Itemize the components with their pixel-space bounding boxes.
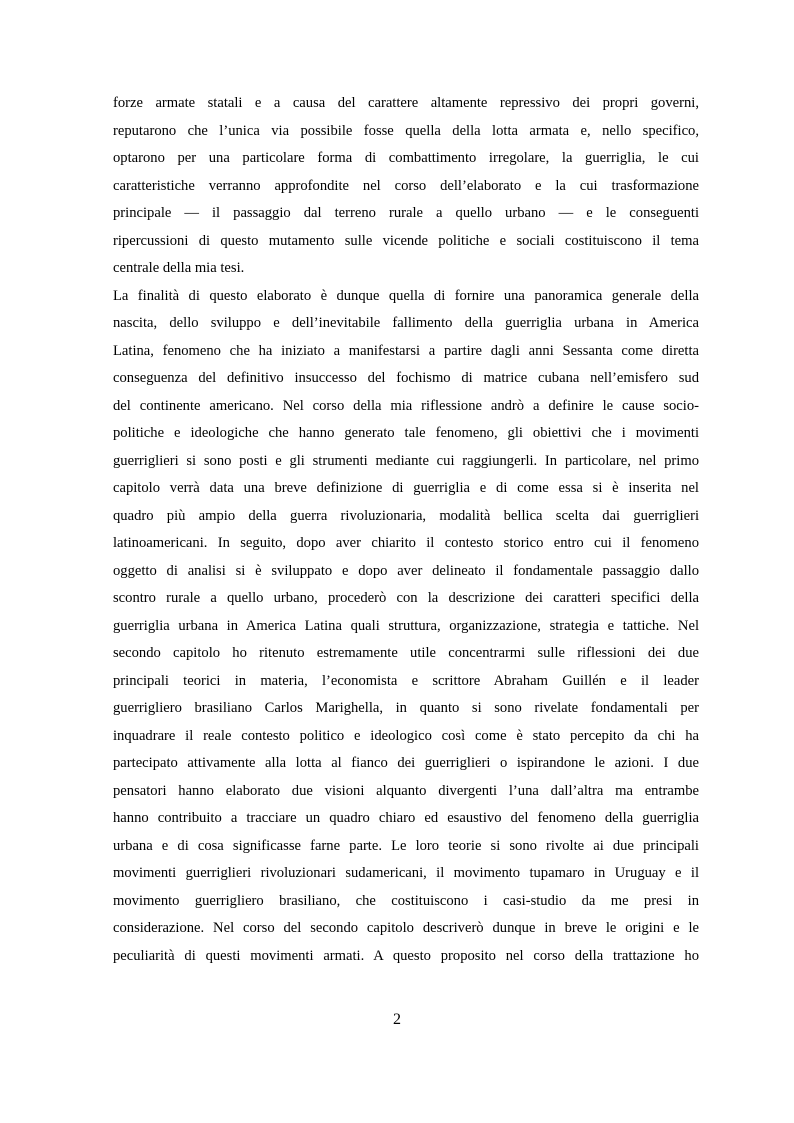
body-text	[113, 90, 699, 970]
text-line: guerrigliero brasiliano Carlos Marighella, in quanto si sono rivelate fondamentali per	[113, 700, 699, 716]
text-line: guerriglia urbana in America Latina quali struttura, organizzazione, strategia e tattiche. Nel	[113, 617, 699, 634]
text-line: reputarono che l’unica via possibile fosse quella della lotta armata e, nello specifico,	[113, 122, 699, 139]
text-line: inquadrare il reale contesto politico e ideologico così come è stato percepito da chi ha	[113, 727, 699, 744]
text-line: quadro più ampio della guerra rivoluzionaria, modalità bellica scelta dai guerriglieri	[113, 507, 699, 524]
text-line: caratteristiche verranno approfondite nel corso dell’elaborato e la cui trasformazione	[113, 177, 699, 194]
text-line: ripercussioni di questo mutamento sulle vicende politiche e sociali costituiscono il tema	[113, 232, 699, 249]
text-line: hanno contribuito a tracciare un quadro chiaro ed esaustivo del fenomeno della guerriglia	[113, 810, 699, 826]
text-line: latinoamericani. In seguito, dopo aver chiarito il contesto storico entro cui il fenomeno	[113, 535, 699, 551]
text-line: movimento guerrigliero brasiliano, che costituiscono i casi-studio da me presi in	[113, 892, 699, 909]
text-line: partecipato attivamente alla lotta al fianco dei guerriglieri o ispirandone le azioni. I due	[113, 755, 699, 771]
text-line: scontro rurale a quello urbano, procederò con la descrizione dei caratteri specifici della	[113, 590, 699, 606]
text-line: del continente americano. Nel corso della mia riflessione andrò a definire le cause socio-	[113, 397, 699, 414]
text-line: Latina, fenomeno che ha iniziato a manifestarsi a partire dagli anni Sessanta come diretta	[113, 342, 699, 359]
text-line: politiche e ideologiche che hanno generato tale fenomeno, gli obiettivi che i movimenti	[113, 425, 699, 441]
text-line: movimenti guerriglieri rivoluzionari sudamericani, il movimento tupamaro in Uruguay e il	[113, 865, 699, 881]
text-line: principali teorici in materia, l’economista e scrittore Abraham Guillén e il leader	[113, 672, 699, 689]
text-line: guerriglieri si sono posti e gli strumenti mediante cui raggiungerli. In particolare, nel primo	[113, 452, 699, 469]
text-line: capitolo verrà data una breve definizione di guerriglia e di come essa si è inserita nel	[113, 480, 699, 496]
text-line: optarono per una particolare forma di combattimento irregolare, la guerriglia, le cui	[113, 150, 699, 166]
text-line: peculiarità di questi movimenti armati. A questo proposito nel corso della trattazione ho	[113, 947, 699, 964]
text-line: pensatori hanno elaborato due visioni alquanto divergenti l’una dall’altra ma entrambe	[113, 782, 699, 799]
page-number: 2	[393, 1011, 401, 1028]
text-line: forze armate statali e a causa del carattere altamente repressivo dei propri governi,	[113, 95, 699, 111]
text-line: nascita, dello sviluppo e dell’inevitabile fallimento della guerriglia urbana in America	[113, 315, 699, 331]
text-line: considerazione. Nel corso del secondo capitolo descriverò dunque in breve le origini e le	[113, 920, 699, 936]
text-line: oggetto di analisi si è sviluppato e dopo aver delineato il fondamentale passaggio dallo	[113, 562, 699, 579]
text-line: secondo capitolo ho ritenuto estremamente utile concentrarmi sulle riflessioni dei due	[113, 645, 699, 661]
text-line: principale — il passaggio dal terreno rurale a quello urbano — e le conseguenti	[113, 205, 699, 221]
text-line: La finalità di questo elaborato è dunque quella di fornire una panoramica generale della	[113, 287, 699, 304]
text-line: centrale della mia tesi.	[113, 260, 245, 276]
text-line: urbana e di cosa significasse farne parte. Le loro teorie si sono rivolte ai due principali	[113, 837, 699, 854]
text-line: conseguenza del definitivo insuccesso del fochismo di matrice cubana nell’emisfero sud	[113, 370, 699, 386]
